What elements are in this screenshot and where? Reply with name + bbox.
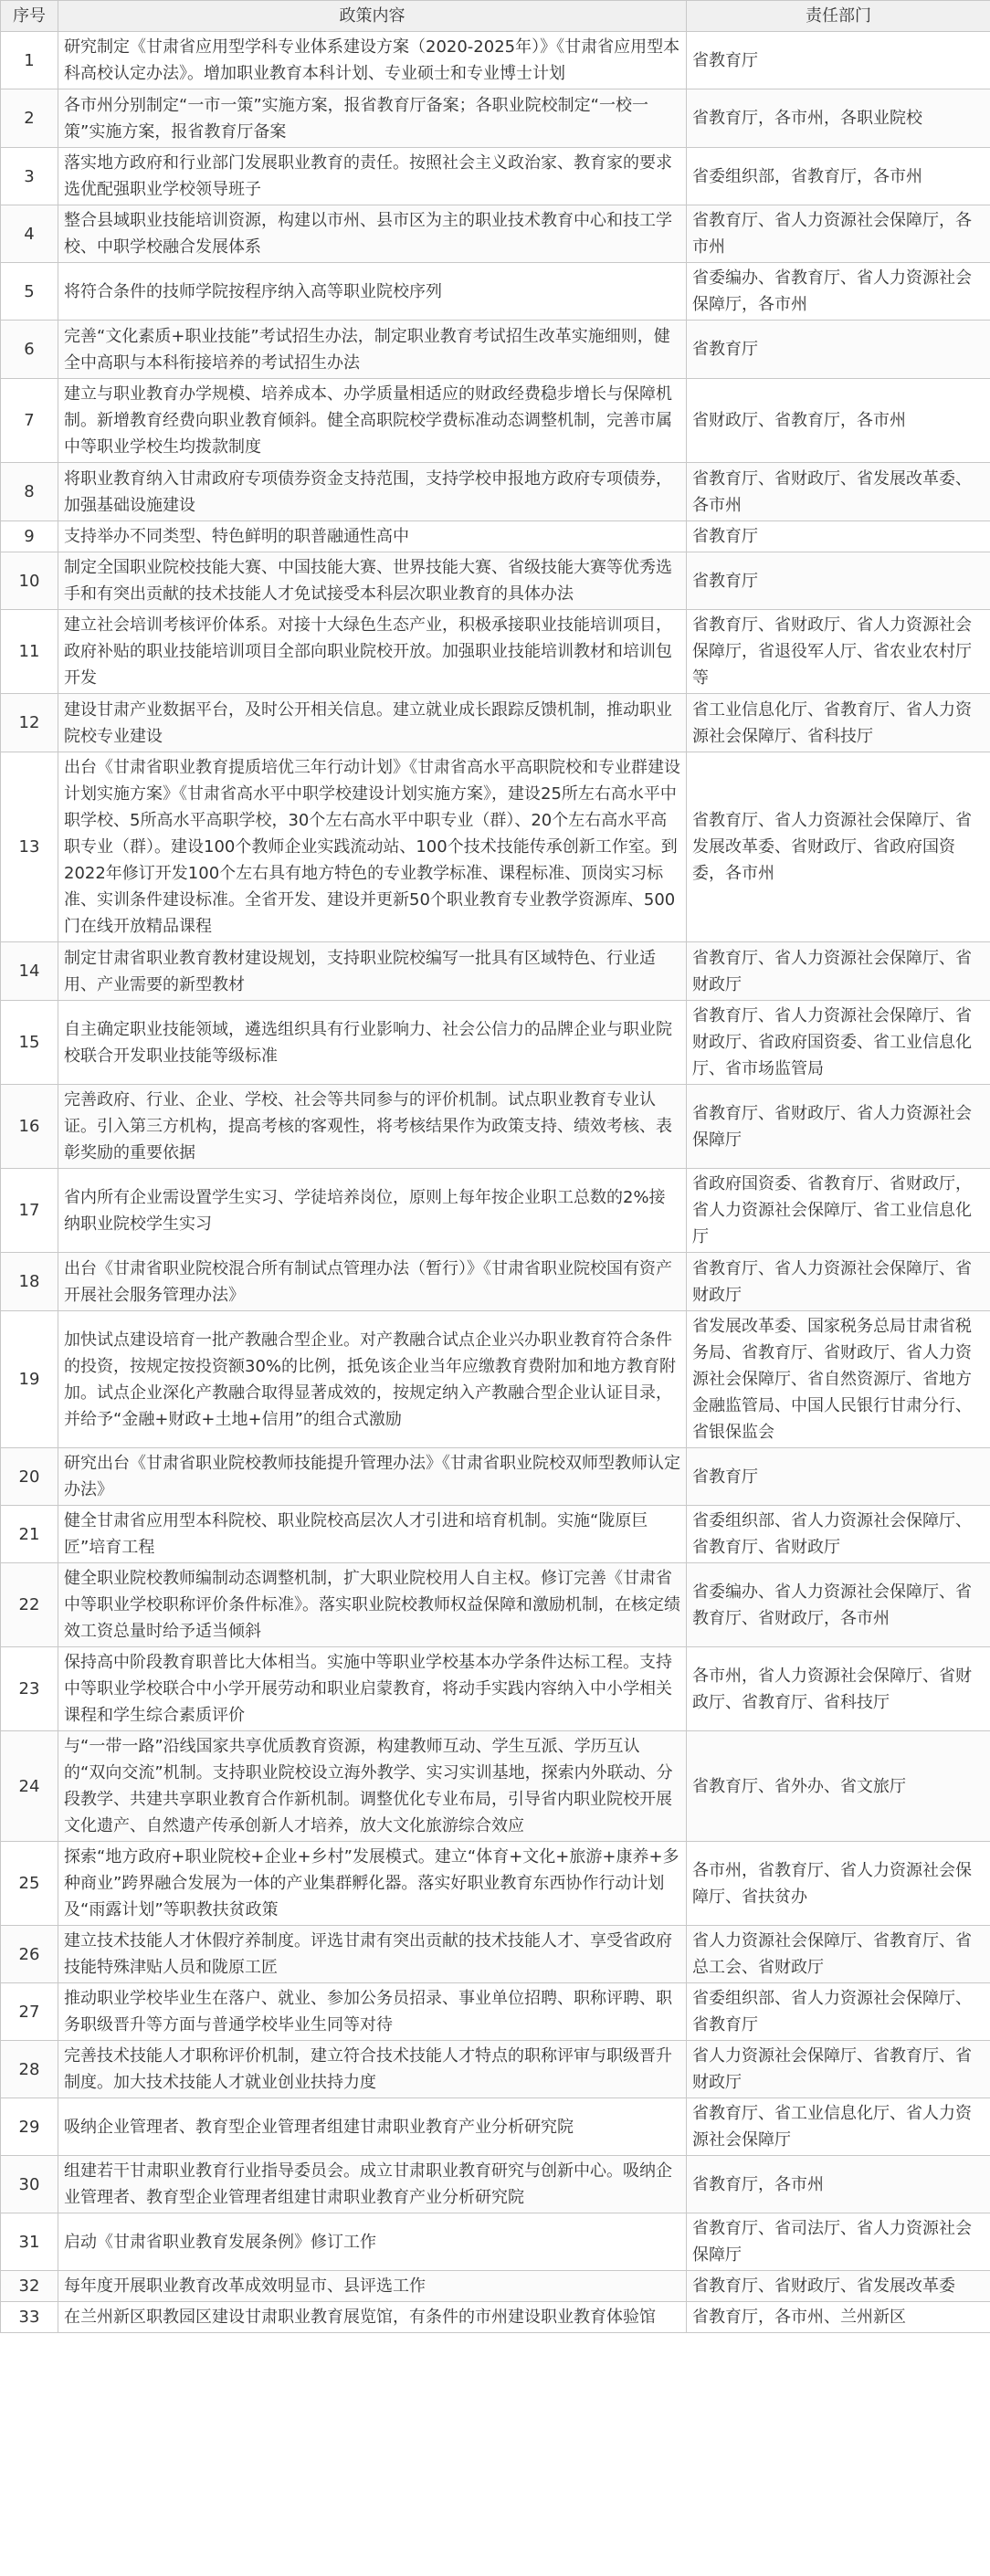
responsible-department: 省工业信息化厅、省教育厅、省人力资源社会保障厅、省科技厅 — [687, 694, 990, 752]
table-row — [1, 2271, 990, 2302]
responsible-department: 省教育厅，各市州、兰州新区 — [687, 2302, 990, 2333]
responsible-department: 省教育厅 — [687, 1448, 990, 1506]
row-number: 14 — [1, 942, 58, 1001]
row-number: 12 — [1, 694, 58, 752]
policy-content: 省内所有企业需设置学生实习、学徒培养岗位，原则上每年按企业职工总数的2%接纳职业院校学生实习 — [58, 1169, 687, 1253]
table-row — [1, 1169, 990, 1253]
table-row — [1, 942, 990, 1001]
policy-content: 自主确定职业技能领域，遴选组织具有行业影响力、社会公信力的品牌企业与职业院校联合开发职业技能等级标准 — [58, 1001, 687, 1085]
row-number: 15 — [1, 1001, 58, 1085]
header-no: 序号 — [1, 1, 58, 32]
policy-content: 推动职业学校毕业生在落户、就业、参加公务员招录、事业单位招聘、职称评聘、职务职级晋升等方面与普通学校毕业生同等对待 — [58, 1983, 687, 2041]
policy-content: 与“一带一路”沿线国家共享优质教育资源，构建教师互动、学生互派、学历互认的“双向交流”机制。支持职业院校设立海外教学、实习实训基地，探索内外联动、分段教学、共建共享职业教育合作新机制。调整优化专业布局，引导省内职业院校开展文化遗产、自然遗产传承创新人才培养，放大文化旅游综合效应 — [58, 1731, 687, 1842]
header-dept: 责任部门 — [687, 1, 990, 32]
policy-content: 整合县域职业技能培训资源，构建以市州、县市区为主的职业技术教育中心和技工学校、中职学校融合发展体系 — [58, 205, 687, 263]
table-row — [1, 263, 990, 321]
policy-content: 将职业教育纳入甘肃政府专项债券资金支持范围，支持学校申报地方政府专项债券，加强基础设施建设 — [58, 463, 687, 521]
table-row — [1, 694, 990, 752]
row-number: 19 — [1, 1311, 58, 1448]
row-number: 2 — [1, 89, 58, 148]
responsible-department: 省教育厅 — [687, 521, 990, 552]
row-number: 23 — [1, 1647, 58, 1731]
responsible-department: 省委组织部、省人力资源社会保障厅、省教育厅、省财政厅 — [687, 1506, 990, 1563]
row-number: 11 — [1, 610, 58, 694]
policy-content: 保持高中阶段教育职普比大体相当。实施中等职业学校基本办学条件达标工程。支持中等职业学校联合中小学开展劳动和职业启蒙教育，将动手实践内容纳入中小学相关课程和学生综合素质评价 — [58, 1647, 687, 1731]
responsible-department: 省发展改革委、国家税务总局甘肃省税务局、省教育厅、省财政厅、省人力资源社会保障厅、省自然资源厅、省地方金融监管局、中国人民银行甘肃分行、省银保监会 — [687, 1311, 990, 1448]
table-row — [1, 1983, 990, 2041]
row-number: 29 — [1, 2098, 58, 2156]
responsible-department: 省教育厅、省人力资源社会保障厅、省财政厅、省政府国资委、省工业信息化厅、省市场监管局 — [687, 1001, 990, 1085]
row-number: 28 — [1, 2041, 58, 2098]
responsible-department: 省教育厅、省人力资源社会保障厅，各市州 — [687, 205, 990, 263]
row-number: 7 — [1, 379, 58, 463]
policy-content: 制定甘肃省职业教育教材建设规划，支持职业院校编写一批具有区域特色、行业适用、产业需要的新型教材 — [58, 942, 687, 1001]
row-number: 18 — [1, 1253, 58, 1311]
row-number: 5 — [1, 263, 58, 321]
policy-content: 制定全国职业院校技能大赛、中国技能大赛、世界技能大赛、省级技能大赛等优秀选手和有突出贡献的技术技能人才免试接受本科层次职业教育的具体办法 — [58, 552, 687, 610]
table-row — [1, 379, 990, 463]
table-row — [1, 1506, 990, 1563]
responsible-department: 省委编办、省人力资源社会保障厅、省教育厅、省财政厅，各市州 — [687, 1563, 990, 1647]
table-row — [1, 2213, 990, 2271]
responsible-department: 省教育厅、省财政厅、省人力资源社会保障厅 — [687, 1085, 990, 1169]
row-number: 13 — [1, 752, 58, 942]
responsible-department: 省教育厅、省外办、省文旅厅 — [687, 1731, 990, 1842]
row-number: 30 — [1, 2156, 58, 2213]
responsible-department: 省教育厅、省财政厅、省人力资源社会保障厅，省退役军人厅、省农业农村厅等 — [687, 610, 990, 694]
policy-content: 健全职业院校教师编制动态调整机制，扩大职业院校用人自主权。修订完善《甘肃省中等职业学校职称评价条件标准》。落实职业院校教师权益保障和激励机制，在核定绩效工资总量时给予适当倾斜 — [58, 1563, 687, 1647]
table-row — [1, 2098, 990, 2156]
row-number: 25 — [1, 1842, 58, 1926]
table-row — [1, 1311, 990, 1448]
policy-content: 在兰州新区职教园区建设甘肃职业教育展览馆，有条件的市州建设职业教育体验馆 — [58, 2302, 687, 2333]
policy-content: 组建若干甘肃职业教育行业指导委员会。成立甘肃职业教育研究与创新中心。吸纳企业管理者、教育型企业管理者组建甘肃职业教育产业分析研究院 — [58, 2156, 687, 2213]
responsible-department: 省教育厅，各市州 — [687, 2156, 990, 2213]
table-row — [1, 1001, 990, 1085]
row-number: 9 — [1, 521, 58, 552]
row-number: 24 — [1, 1731, 58, 1842]
table-row — [1, 1253, 990, 1311]
row-number: 27 — [1, 1983, 58, 2041]
row-number: 8 — [1, 463, 58, 521]
table-row — [1, 148, 990, 205]
table-row — [1, 89, 990, 148]
responsible-department: 省人力资源社会保障厅、省教育厅、省总工会、省财政厅 — [687, 1926, 990, 1983]
responsible-department: 省教育厅、省人力资源社会保障厅、省发展改革委、省财政厅、省政府国资委，各市州 — [687, 752, 990, 942]
table-row — [1, 610, 990, 694]
policy-content: 出台《甘肃省职业院校混合所有制试点管理办法（暂行）》《甘肃省职业院校国有资产开展社会服务管理办法》 — [58, 1253, 687, 1311]
responsible-department: 各市州，省教育厅、省人力资源社会保障厅、省扶贫办 — [687, 1842, 990, 1926]
table-row — [1, 1563, 990, 1647]
policy-content: 完善“文化素质+职业技能”考试招生办法，制定职业教育考试招生改革实施细则，健全中高职与本科衔接培养的考试招生办法 — [58, 321, 687, 379]
policy-content: 建立与职业教育办学规模、培养成本、办学质量相适应的财政经费稳步增长与保障机制。新增教育经费向职业教育倾斜。健全高职院校学费标准动态调整机制，完善市属中等职业学校生均拨款制度 — [58, 379, 687, 463]
policy-content: 建立社会培训考核评价体系。对接十大绿色生态产业，积极承接职业技能培训项目，政府补贴的职业技能培训项目全部向职业院校开放。加强职业技能培训教材和培训包开发 — [58, 610, 687, 694]
policy-content: 各市州分别制定“一市一策”实施方案，报省教育厅备案；各职业院校制定“一校一策”实施方案，报省教育厅备案 — [58, 89, 687, 148]
responsible-department: 各市州，省人力资源社会保障厅、省财政厅、省教育厅、省科技厅 — [687, 1647, 990, 1731]
responsible-department: 省人力资源社会保障厅、省教育厅、省财政厅 — [687, 2041, 990, 2098]
policy-content: 探索“地方政府+职业院校+企业+乡村”发展模式。建立“体育+文化+旅游+康养+多种商业”跨界融合发展为一体的产业集群孵化器。落实好职业教育东西协作行动计划及“雨露计划”等职教扶贫政策 — [58, 1842, 687, 1926]
responsible-department: 省教育厅、省财政厅、省发展改革委 — [687, 2271, 990, 2302]
policy-content: 落实地方政府和行业部门发展职业教育的责任。按照社会主义政治家、教育家的要求选优配强职业学校领导班子 — [58, 148, 687, 205]
policy-content: 出台《甘肃省职业教育提质培优三年行动计划》《甘肃省高水平高职院校和专业群建设计划实施方案》《甘肃省高水平中职学校建设计划实施方案》，建设25所左右高水平中职学校、5所高水平高职学校，30个左右高水平中职专业（群）、20个左右高水平高职专业（群）。建设100个教师企业实践流动站、100个技术技能传承创新工作室。到2022年修订开发100个左右具有地方特色的专业教学标准、课程标准、顶岗实习标准、实训条件建设标准。全省开发、建设并更新50个职业教育专业教学资源库、500门在线开放精品课程 — [58, 752, 687, 942]
policy-content: 建立技术技能人才休假疗养制度。评选甘肃有突出贡献的技术技能人才、享受省政府技能特殊津贴人员和陇原工匠 — [58, 1926, 687, 1983]
table-row — [1, 2156, 990, 2213]
table-row — [1, 1926, 990, 1983]
responsible-department: 省教育厅、省司法厅、省人力资源社会保障厅 — [687, 2213, 990, 2271]
table-row — [1, 205, 990, 263]
table-row — [1, 1647, 990, 1731]
policy-content: 吸纳企业管理者、教育型企业管理者组建甘肃职业教育产业分析研究院 — [58, 2098, 687, 2156]
row-number: 3 — [1, 148, 58, 205]
table-row — [1, 463, 990, 521]
responsible-department: 省教育厅、省人力资源社会保障厅、省财政厅 — [687, 942, 990, 1001]
policy-content: 研究出台《甘肃省职业院校教师技能提升管理办法》《甘肃省职业院校双师型教师认定办法》 — [58, 1448, 687, 1506]
table-row — [1, 32, 990, 89]
header-row — [1, 1, 990, 32]
policy-content: 加快试点建设培育一批产教融合型企业。对产教融合试点企业兴办职业教育符合条件的投资，按规定按投资额30%的比例，抵免该企业当年应缴教育费附加和地方教育附加。试点企业深化产教融合取得显著成效的，按规定纳入产教融合型企业认证目录，并给予“金融+财政+土地+信用”的组合式激励 — [58, 1311, 687, 1448]
table-row — [1, 1085, 990, 1169]
header-content: 政策内容 — [58, 1, 687, 32]
table-row — [1, 1731, 990, 1842]
row-number: 31 — [1, 2213, 58, 2271]
row-number: 6 — [1, 321, 58, 379]
responsible-department: 省委组织部，省教育厅，各市州 — [687, 148, 990, 205]
responsible-department: 省委组织部、省人力资源社会保障厅、省教育厅 — [687, 1983, 990, 2041]
responsible-department: 省教育厅 — [687, 552, 990, 610]
table-row — [1, 752, 990, 942]
row-number: 21 — [1, 1506, 58, 1563]
responsible-department: 省政府国资委、省教育厅、省财政厅，省人力资源社会保障厅、省工业信息化厅 — [687, 1169, 990, 1253]
row-number: 33 — [1, 2302, 58, 2333]
policy-content: 完善技术技能人才职称评价机制，建立符合技术技能人才特点的职称评审与职级晋升制度。加大技术技能人才就业创业扶持力度 — [58, 2041, 687, 2098]
responsible-department: 省教育厅 — [687, 32, 990, 89]
row-number: 4 — [1, 205, 58, 263]
policy-content: 启动《甘肃省职业教育发展条例》修订工作 — [58, 2213, 687, 2271]
table-row — [1, 321, 990, 379]
policy-content: 建设甘肃产业数据平台，及时公开相关信息。建立就业成长跟踪反馈机制，推动职业院校专业建设 — [58, 694, 687, 752]
policy-content: 每年度开展职业教育改革成效明显市、县评选工作 — [58, 2271, 687, 2302]
row-number: 22 — [1, 1563, 58, 1647]
policy-content: 健全甘肃省应用型本科院校、职业院校高层次人才引进和培育机制。实施“陇原巨匠”培育工程 — [58, 1506, 687, 1563]
row-number: 16 — [1, 1085, 58, 1169]
table-row — [1, 2302, 990, 2333]
table-row — [1, 1448, 990, 1506]
policy-content: 完善政府、行业、企业、学校、社会等共同参与的评价机制。试点职业教育专业认证。引入第三方机构，提高考核的客观性，将考核结果作为政策支持、绩效考核、表彰奖励的重要依据 — [58, 1085, 687, 1169]
row-number: 26 — [1, 1926, 58, 1983]
responsible-department: 省教育厅、省工业信息化厅、省人力资源社会保障厅 — [687, 2098, 990, 2156]
table-row — [1, 521, 990, 552]
table-row — [1, 552, 990, 610]
row-number: 20 — [1, 1448, 58, 1506]
responsible-department: 省教育厅、省人力资源社会保障厅、省财政厅 — [687, 1253, 990, 1311]
row-number: 1 — [1, 32, 58, 89]
policy-content: 研究制定《甘肃省应用型学科专业体系建设方案（2020-2025年）》《甘肃省应用型本科高校认定办法》。增加职业教育本科计划、专业硕士和专业博士计划 — [58, 32, 687, 89]
row-number: 10 — [1, 552, 58, 610]
responsible-department: 省教育厅，各市州，各职业院校 — [687, 89, 990, 148]
responsible-department: 省财政厅、省教育厅，各市州 — [687, 379, 990, 463]
row-number: 17 — [1, 1169, 58, 1253]
table-row — [1, 1842, 990, 1926]
responsible-department: 省教育厅 — [687, 321, 990, 379]
responsible-department: 省教育厅、省财政厅、省发展改革委、各市州 — [687, 463, 990, 521]
row-number: 32 — [1, 2271, 58, 2302]
policy-content: 将符合条件的技师学院按程序纳入高等职业院校序列 — [58, 263, 687, 321]
responsible-department: 省委编办、省教育厅、省人力资源社会保障厅，各市州 — [687, 263, 990, 321]
policy-content: 支持举办不同类型、特色鲜明的职普融通性高中 — [58, 521, 687, 552]
table-row — [1, 2041, 990, 2098]
